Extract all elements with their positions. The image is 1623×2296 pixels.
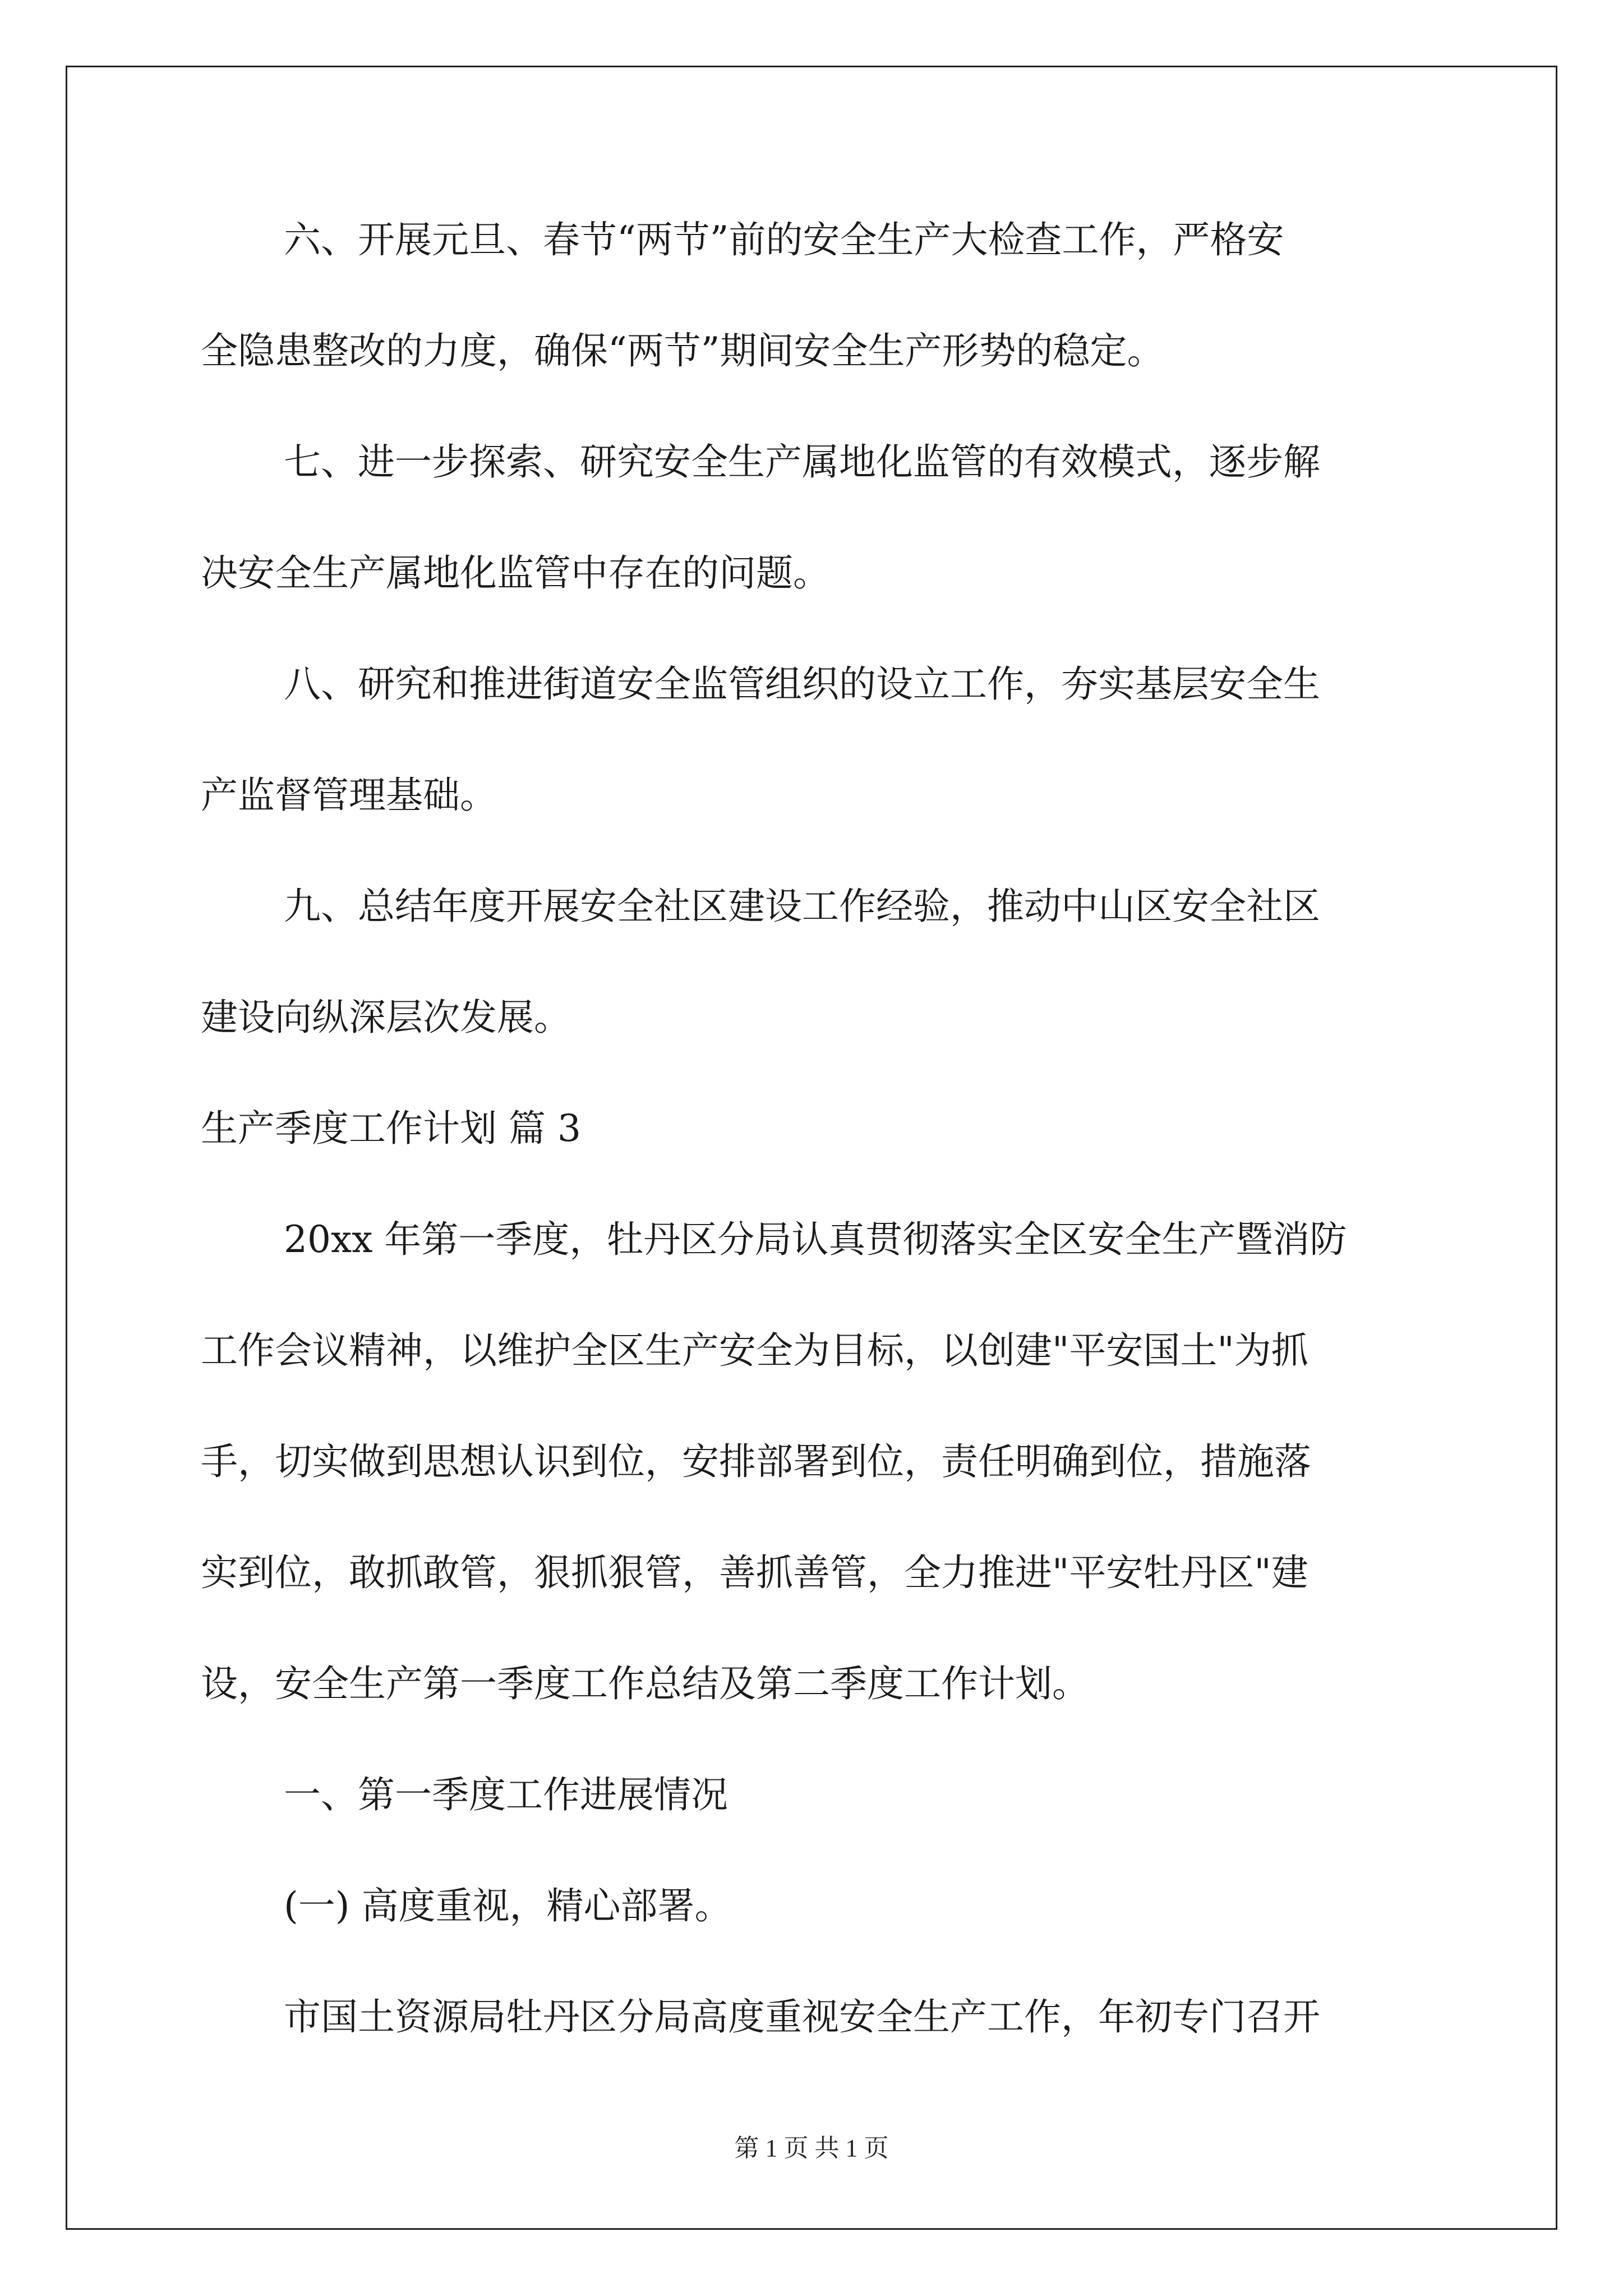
subsection-heading: (一) 高度重视，精心部署。 <box>284 1884 732 1927</box>
paragraph-line: 六、开展元旦、春节“两节”前的安全生产大检查工作，严格安 <box>284 218 1284 261</box>
paragraph-line: 全隐患整改的力度，确保“两节”期间安全生产形势的稳定。 <box>201 329 1164 372</box>
paragraph-line: 产监督管理基础。 <box>201 774 497 817</box>
paragraph-line: 实到位，敢抓敢管，狠抓狠管，善抓善管，全力推进"平安牡丹区"建 <box>201 1551 1308 1594</box>
paragraph-line: 建设向纵深层次发展。 <box>201 996 571 1039</box>
paragraph-line: 八、研究和推进街道安全监管组织的设立工作，夯实基层安全生 <box>284 662 1320 706</box>
paragraph-line: 设，安全生产第一季度工作总结及第二季度工作计划。 <box>201 1662 1089 1705</box>
paragraph-line: 七、进一步探索、研究安全生产属地化监管的有效模式，逐步解 <box>284 440 1320 484</box>
paragraph-line: 市国土资源局牡丹区分局高度重视安全生产工作，年初专门召开 <box>284 1995 1320 2039</box>
section-heading: 生产季度工作计划 篇 3 <box>201 1107 581 1150</box>
paragraph-line: 九、总结年度开展安全社区建设工作经验，推动中山区安全社区 <box>284 885 1320 928</box>
page-footer: 第 1 页 共 1 页 <box>734 2134 889 2162</box>
paragraph-line: 决安全生产属地化监管中存在的问题。 <box>201 551 830 595</box>
paragraph-line: 20xx 年第一季度，牡丹区分局认真贯彻落实全区安全生产暨消防 <box>284 1218 1347 1261</box>
paragraph-line: 手，切实做到思想认识到位，安排部署到位，责任明确到位，措施落 <box>201 1440 1311 1483</box>
subsection-heading: 一、第一季度工作进展情况 <box>284 1773 728 1816</box>
paragraph-line: 工作会议精神，以维护全区生产安全为目标，以创建"平安国土"为抓 <box>201 1329 1308 1372</box>
